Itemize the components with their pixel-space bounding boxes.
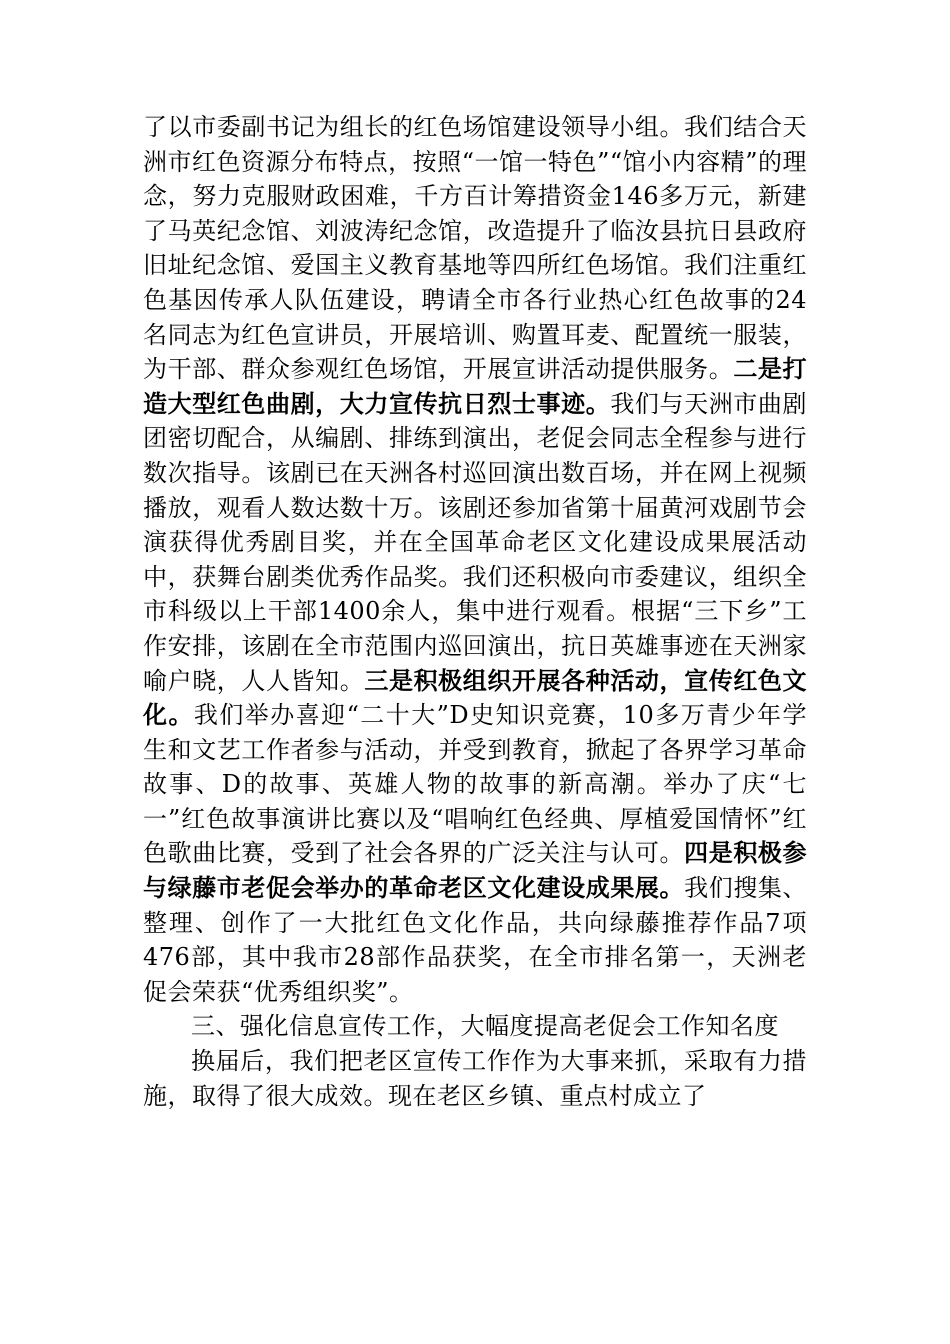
paragraph-text: 我们与天洲市曲剧团密切配合，从编剧、排练到演出，老促会同志全程参与进行数次指导。该剧已在天洲各村巡回演出数百场，并在网上视频播放，观看人数达数十万。该剧还参加省第十届黄河戏剧节会演获得优秀剧目奖，并在全国革命老区文化建设成果展活动中，获舞台剧类优秀作品奖。我们还积极向市委建议，组织全市科级以上干部1400余人，集中进行观看。根据“三下乡”工作安排，该剧在全市范围内巡回演出，抗日英雄事迹在天洲家喻户晓，人人皆知。	[143, 389, 808, 695]
body-paragraph	[143, 110, 807, 1009]
bold-point-three: 三是积极组织开展各种活动，宣传红色文化。	[143, 665, 808, 730]
body-paragraph: 换届后，我们把老区宣传工作作为大事来抓，采取有力措施，取得了很大成效。现在老区乡镇、重点村成立了	[143, 1047, 807, 1110]
document-page	[143, 110, 807, 1113]
paragraph-text: 了以市委副书记为组长的红色场馆建设领导小组。我们结合天洲市红色资源分布特点，按照“一馆一特色”“馆小内容精”的理念，努力克服财政困难，千方百计筹措资金146多万元，新建了马英纪念馆、刘波涛纪念馆，改造提升了临汝县抗日县政府旧址纪念馆、爱国主义教育基地等四所红色场馆。我们注重红色基因传承人队伍建设，聘请全市各行业热心红色故事的24名同志为红色宣讲员，开展培训、购置耳麦、配置统一服装，为干部、群众参观红色场馆，开展宣讲活动提供服务。	[143, 113, 807, 384]
paragraph-text: 我们搜集、整理、创作了一大批红色文化作品，共向绿藤推荐作品7项476部，其中我市28部作品获奖，在全市排名第一，天洲老促会荣获“优秀组织奖”。	[143, 874, 808, 1006]
section-heading: 三、强化信息宣传工作，大幅度提高老促会工作知名度	[191, 1012, 779, 1041]
bold-point-four: 四是积极参与绿藤市老促会举办的革命老区文化建设成果展。	[143, 838, 808, 903]
paragraph-text: 我们举办喜迎“二十大”D史知识竞赛，10多万青少年学生和文艺工作者参与活动，并受到教育，掀起了各界学习革命故事、D的故事、英雄人物的故事的新高潮。举办了庆“七一”红色故事演讲比赛以及“唱响红色经典、厚植爱国情怀”红色歌曲比赛，受到了社会各界的广泛关注与认可。	[143, 701, 808, 868]
bold-point-two: 二是打造大型红色曲剧，大力宣传抗日烈士事迹。	[143, 354, 808, 418]
